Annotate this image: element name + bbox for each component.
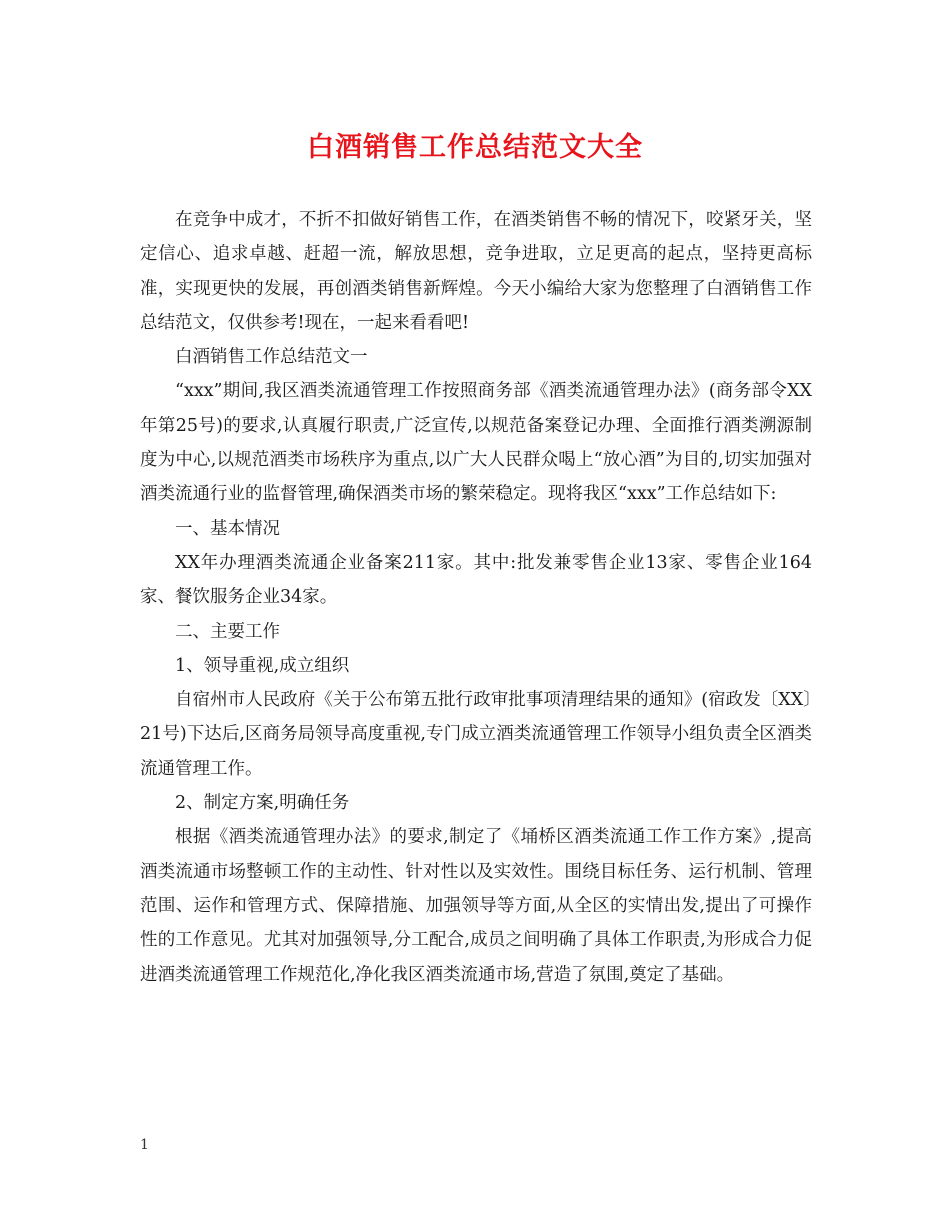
section-heading-basic-situation: 一、基本情况 (175, 518, 280, 539)
page-number: 1 (140, 1137, 149, 1153)
leadership-paragraph: 自宿州市人民政府《关于公布第五批行政审批事项清理结果的通知》(宿政发〔XX〕21号)下达后,区商务局领导高度重视,专门成立酒类流通管理工作领导小组负责全区酒类流通管理工作。 (140, 690, 812, 779)
section-heading-main-work: 二、主要工作 (175, 621, 280, 642)
document-body (140, 203, 812, 992)
overview-paragraph: “xxx”期间,我区酒类流通管理工作按照商务部《酒类流通管理办法》(商务部令XX年第25号)的要求,认真履行职责,广泛宣传,以规范备案登记办理、全面推行酒类溯源制度为中心,以规范酒类市场秩序为重点,以广大人民群众喝上“放心酒”为目的,切实加强对酒类流通行业的监督管理,确保酒类市场的繁荣稳定。现将我区“xxx”工作总结如下: (140, 381, 812, 505)
intro-paragraph: 在竞争中成才，不折不扣做好销售工作，在酒类销售不畅的情况下，咬紧牙关，坚定信心、追求卓越、赶超一流，解放思想，竞争进取，立足更高的起点，坚持更高标准，实现更快的发展，再创酒类销售新辉煌。今天小编给大家为您整理了白酒销售工作总结范文，仅供参考!现在，一起来看看吧! (140, 210, 812, 333)
basic-situation-paragraph: XX年办理酒类流通企业备案211家。其中:批发兼零售企业13家、零售企业164家、餐饮服务企业34家。 (140, 552, 812, 608)
plan-paragraph: 根据《酒类流通管理办法》的要求,制定了《埇桥区酒类流通工作工作方案》,提高酒类流通市场整顿工作的主动性、针对性以及实效性。围绕目标任务、运行机制、管理范围、运作和管理方式、保障措施、加强领导等方面,从全区的实情出发,提出了可操作性的工作意见。尤其对加强领导,分工配合,成员之间明确了具体工作职责,为形成合力促进酒类流通管理工作规范化,净化我区酒类流通市场,营造了氛围,奠定了基础。 (140, 827, 812, 985)
subheading-plan: 2、制定方案,明确任务 (175, 793, 350, 814)
subheading-leadership: 1、领导重视,成立组织 (175, 655, 350, 676)
document-title: 白酒销售工作总结范文大全 (307, 132, 643, 163)
section-heading-sample-one: 白酒销售工作总结范文一 (175, 347, 368, 368)
